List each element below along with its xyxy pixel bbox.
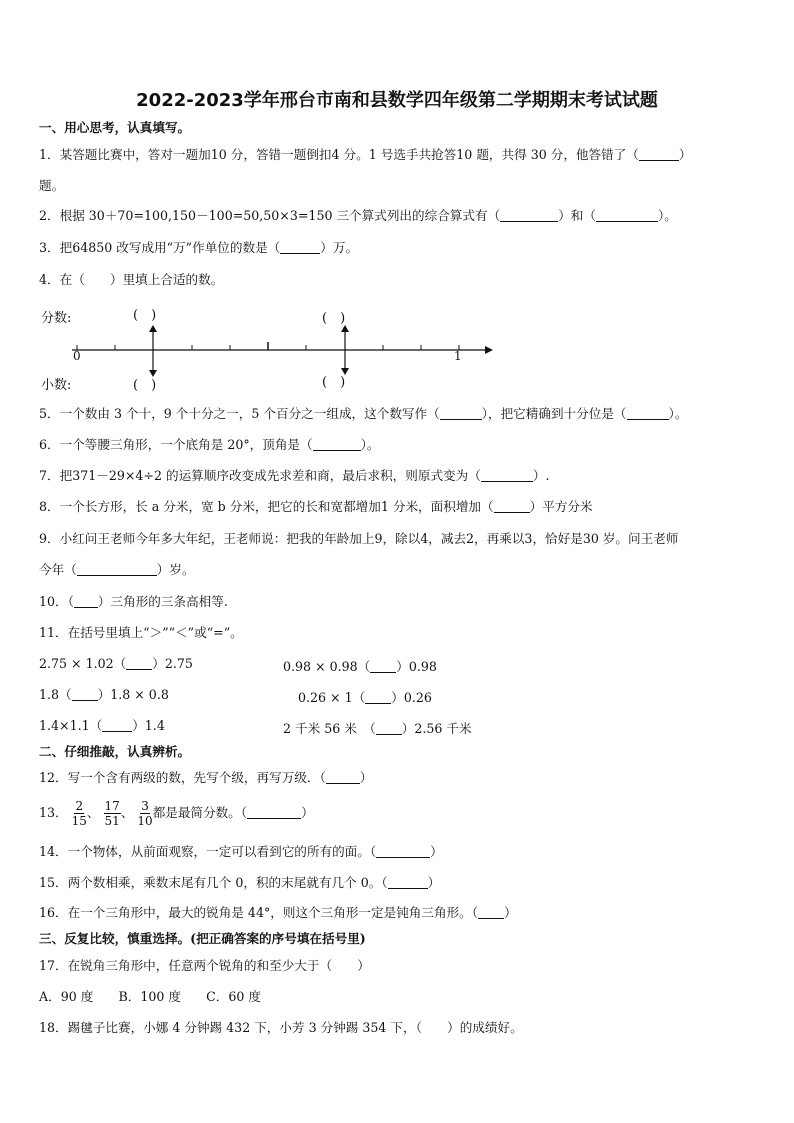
question-15: 15．两个数相乘，乘数末尾有几个 0，积的末尾就有几个 0。（ ） xyxy=(39,875,441,890)
answer-blank[interactable] xyxy=(481,469,533,482)
question-2: 2．根据 30＋70=100,150－100=50,50×3=150 三个算式列出的综合算式有（ ）和（ ）。 xyxy=(39,208,677,223)
tick-label-zero: 0 xyxy=(73,349,81,363)
compare-row-1-right: 0.98 × 0.98（ ）0.98 xyxy=(283,659,437,674)
number-line-svg xyxy=(39,300,499,396)
question-9: 9．小红问王老师今年多大年纪，王老师说：把我的年龄加上9，除以4，减去2，再乘以3，恰好是30 岁。问王老师 xyxy=(39,531,679,546)
tick-label-one: 1 xyxy=(454,349,462,363)
answer-blank[interactable] xyxy=(313,438,361,451)
compare-row-1-left: 2.75 × 1.02（ ）2.75 xyxy=(39,656,193,671)
compare-row-3-left: 1.4×1.1（ ）1.4 xyxy=(39,718,165,733)
decimal-label: 小数: xyxy=(41,378,72,393)
number-line-figure xyxy=(39,300,499,396)
question-1: 1．某答题比赛中，答对一题加10 分，答错一题倒扣4 分。1 号选手共抢答10 题，共得 30 分，他答错了（ ） xyxy=(39,147,692,162)
answer-blank[interactable] xyxy=(72,688,98,701)
question-17: 17．在锐角三角形中，任意两个锐角的和至少大于（ ） xyxy=(39,958,370,973)
answer-blank[interactable] xyxy=(388,876,428,889)
question-8: 8．一个长方形，长 a 分米，宽 b 分米，把它的长和宽都增加1 分米，面积增加（ ）平方分米 xyxy=(39,499,593,514)
answer-blank[interactable] xyxy=(478,906,504,919)
arrow-1-up xyxy=(149,325,157,332)
fraction-17-51: $\frac{17}{51}$ xyxy=(104,799,120,828)
compare-row-2-left: 1.8（ ）1.8 × 0.8 xyxy=(39,687,169,702)
fraction-blank-2[interactable]: ( ) xyxy=(322,311,346,326)
answer-blank[interactable] xyxy=(627,407,669,420)
question-16: 16．在一个三角形中，最大的锐角是 44°，则这个三角形一定是钝角三角形。（ ） xyxy=(39,905,517,920)
page-title: 2022-2023学年邢台市南和县数学四年级第二学期期末考试试题 xyxy=(136,90,658,111)
question-18: 18．踢毽子比赛，小娜 4 分钟踢 432 下，小芳 3 分钟踢 354 下，（ ）的成绩好。 xyxy=(39,1020,523,1035)
answer-blank[interactable] xyxy=(370,660,396,673)
answer-blank[interactable] xyxy=(280,241,320,254)
answer-blank[interactable] xyxy=(500,209,558,222)
answer-blank[interactable] xyxy=(247,806,301,819)
section-2-heading: 二、仔细推敲，认真辨析。 xyxy=(39,744,191,759)
arrow-2-down xyxy=(341,368,349,375)
question-1-cont: 题。 xyxy=(39,178,65,193)
compare-row-3-right: 2 千米 56 米 （ ）2.56 千米 xyxy=(283,721,472,736)
question-4: 4．在（ ）里填上合适的数。 xyxy=(39,272,224,287)
answer-blank[interactable] xyxy=(596,209,658,222)
question-6: 6．一个等腰三角形，一个底角是 20°，顶角是（ ）。 xyxy=(39,437,380,452)
question-14: 14．一个物体，从前面观察，一定可以看到它的所有的面。（ ） xyxy=(39,844,443,859)
question-7: 7．把371－29×4÷2 的运算顺序改变成先求差和商，最后求积，则原式变为（ ）. xyxy=(39,468,550,483)
fraction-2-15: $\frac{2}{15}$ xyxy=(71,799,87,828)
section-1-heading: 一、用心思考，认真填写。 xyxy=(39,120,191,135)
answer-blank[interactable] xyxy=(440,407,482,420)
answer-blank[interactable] xyxy=(77,563,157,576)
fraction-3-10: $\frac{3}{10}$ xyxy=(137,799,153,828)
answer-blank[interactable] xyxy=(102,719,132,732)
question-3: 3．把64850 改写成用“万”作单位的数是（ ）万。 xyxy=(39,240,359,255)
fraction-label: 分数: xyxy=(41,311,72,326)
question-10: 10．（ ）三角形的三条高相等. xyxy=(39,594,228,609)
decimal-blank-2[interactable]: ( ) xyxy=(322,375,346,390)
answer-blank[interactable] xyxy=(326,771,360,784)
question-13: 13． $\frac{2}{15}$ 、 $\frac{17}{51}$ 、 $\frac{3}{10}$ 都是最简分数。（ ） xyxy=(39,799,314,828)
section-3-heading: 三、反复比较，慎重选择。(把正确答案的序号填在括号里) xyxy=(39,931,366,946)
question-12: 12．写一个含有两级的数，先写个级，再写万级．（ ） xyxy=(39,770,373,785)
answer-blank[interactable] xyxy=(376,845,430,858)
question-17-options[interactable]: A．90 度 B．100 度 C．60 度 xyxy=(39,989,262,1004)
compare-row-2-right: 0.26 × 1（ ）0.26 xyxy=(298,690,432,705)
answer-blank[interactable] xyxy=(74,595,98,608)
answer-blank[interactable] xyxy=(126,657,152,670)
arrow-1-down xyxy=(149,370,157,377)
axis-arrowhead xyxy=(485,346,493,354)
answer-blank[interactable] xyxy=(494,500,530,513)
answer-blank[interactable] xyxy=(639,148,679,161)
question-5: 5．一个数由 3 个十，9 个十分之一，5 个百分之一组成，这个数写作（ ），把它精确到十分位是（ ）。 xyxy=(39,406,688,421)
question-11-heading: 11．在括号里填上“＞”“＜”或“=”。 xyxy=(39,625,243,640)
question-9-cont: 今年（ ）岁。 xyxy=(39,562,195,577)
answer-blank[interactable] xyxy=(376,722,402,735)
answer-blank[interactable] xyxy=(365,691,391,704)
fraction-blank-1[interactable]: ( ) xyxy=(133,308,157,323)
decimal-blank-1[interactable]: ( ) xyxy=(133,378,157,393)
arrow-2-up xyxy=(341,325,349,332)
